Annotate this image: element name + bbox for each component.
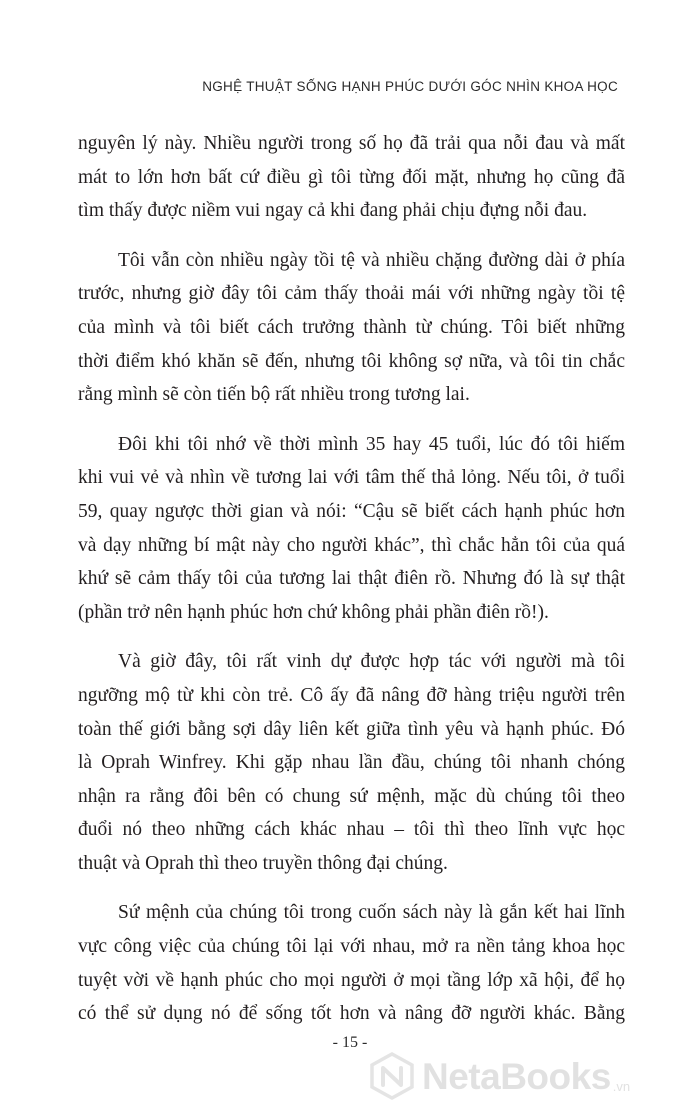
body-text xyxy=(78,127,625,1047)
text-line: rằng mình sẽ còn tiến bộ rất nhiều trong tương lai. xyxy=(78,384,470,406)
paragraph xyxy=(78,127,625,228)
text-line: 59, quay ngược thời gian và nói: “Cậu sẽ biết cách hạnh phúc hơn xyxy=(78,500,625,522)
text-line: ngưỡng mộ từ khi còn trẻ. Cô ấy đã nâng đỡ hàng triệu người trên xyxy=(78,684,625,706)
watermark-domain: .vn xyxy=(612,1079,631,1094)
paragraph xyxy=(78,896,625,1030)
paragraph xyxy=(78,244,625,412)
text-line: Và giờ đây, tôi rất vinh dự được hợp tác với người mà tôi xyxy=(118,651,625,673)
paragraph xyxy=(78,645,625,880)
running-header-title: NGHỆ THUẬT SỐNG HẠNH PHÚC DƯỚI GÓC NHÌN KHOA HỌC xyxy=(202,79,618,94)
text-line: toàn thế giới bằng sợi dây liên kết giữa tình yêu và hạnh phúc. Đó xyxy=(78,718,625,740)
text-line: thời điểm khó khăn sẽ đến, nhưng tôi không sợ nữa, và tôi tin chắc xyxy=(78,350,625,372)
text-line: khứ sẽ cảm thấy tôi của tương lai thật điên rồ. Nhưng đó là sự thật xyxy=(78,568,625,590)
text-line: khi vui vẻ và nhìn về tương lai với tâm thế thả lỏng. Nếu tôi, ở tuổi xyxy=(78,467,625,489)
text-line: có thể sử dụng nó để sống tốt hơn và nâng đỡ người khác. Bằng xyxy=(78,1003,625,1025)
text-line: (phần trở nên hạnh phúc hơn chứ không phải phần điên rồ!). xyxy=(78,601,549,623)
netabooks-logo-icon xyxy=(368,1052,416,1100)
text-line: tìm thấy được niềm vui ngay cả khi đang phải chịu đựng nỗi đau. xyxy=(78,200,588,222)
watermark-brand: NetaBooks xyxy=(422,1055,611,1097)
text-line: và dạy những bí mật này cho người khác”, thì chắc hẳn tôi của quá xyxy=(78,534,625,556)
text-line: là Oprah Winfrey. Khi gặp nhau lần đầu, chúng tôi nhanh chóng xyxy=(78,752,625,774)
text-line: Sứ mệnh của chúng tôi trong cuốn sách này là gắn kết hai lĩnh xyxy=(118,902,625,924)
text-line: Đôi khi tôi nhớ về thời mình 35 hay 45 tuổi, lúc đó tôi hiếm xyxy=(118,433,625,455)
text-line: đuổi nó theo những cách khác nhau – tôi thì theo lĩnh vực học xyxy=(78,819,625,841)
text-line: thuật và Oprah thì theo truyền thông đại chúng. xyxy=(78,852,448,874)
text-line: trước, nhưng giờ đây tôi cảm thấy thoải mái với những ngày tồi tệ xyxy=(78,283,625,305)
paragraph xyxy=(78,428,625,630)
text-line: mát to lớn hơn bất cứ điều gì tôi từng đối mặt, nhưng họ cũng đã xyxy=(78,166,625,188)
text-line: nhận ra rằng đôi bên có chung sứ mệnh, mặc dù chúng tôi theo xyxy=(78,785,625,807)
text-line: vực công việc của chúng tôi lại với nhau, mở ra nền tảng khoa học xyxy=(78,936,625,958)
watermark xyxy=(368,1052,630,1100)
page-number: - 15 - xyxy=(332,1034,368,1051)
text-line: nguyên lý này. Nhiều người trong số họ đã trải qua nỗi đau và mất xyxy=(78,133,625,154)
text-line: Tôi vẫn còn nhiều ngày tồi tệ và nhiều chặng đường dài ở phía xyxy=(118,249,625,271)
text-line: của mình và tôi biết cách trưởng thành từ chúng. Tôi biết những xyxy=(78,316,625,338)
text-line: tuyệt vời về hạnh phúc cho mọi người ở mọi tầng lớp xã hội, để họ xyxy=(78,969,625,991)
